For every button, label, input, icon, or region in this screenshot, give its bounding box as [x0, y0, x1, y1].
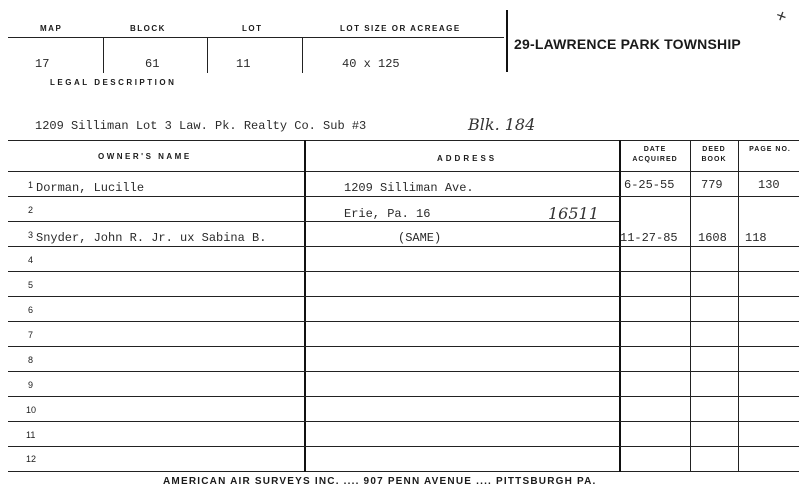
row-number: 10: [26, 405, 37, 415]
township-title: 29-LAWRENCE PARK TOWNSHIP: [514, 36, 741, 52]
owner-address-divider: [304, 140, 306, 472]
table-bottom-border: [8, 471, 799, 472]
row-number: 7: [28, 330, 34, 340]
row-line: [8, 421, 799, 422]
page-no-header: PAGE NO.: [749, 146, 791, 153]
township-divider: [506, 10, 508, 72]
header-bottom-border: [8, 171, 799, 172]
row-number: 4: [28, 255, 34, 265]
row-number: 6: [28, 305, 34, 315]
row-number: 8: [28, 355, 34, 365]
divider-lot-size: [302, 37, 303, 73]
row-number: 3: [28, 230, 34, 240]
page-no: 130: [758, 178, 780, 192]
address-date-divider: [619, 140, 621, 472]
legal-description-label: LEGAL DESCRIPTION: [50, 78, 177, 87]
row-line: [8, 271, 799, 272]
row-number: 12: [26, 454, 37, 464]
top-grid-line: [8, 37, 504, 38]
date-book-divider: [690, 140, 691, 472]
owner-name-header: OWNER'S NAME: [98, 152, 192, 161]
deed-book: 779: [701, 178, 723, 192]
lot-size-header: LOT SIZE OR ACREAGE: [340, 24, 461, 33]
corner-mark: +: [773, 4, 790, 28]
legal-handwritten-note: Blk. 184: [468, 115, 536, 134]
lot-value: 11: [236, 57, 251, 71]
row-line: [8, 296, 799, 297]
row-number: 1: [28, 180, 34, 190]
row-number: 9: [28, 380, 34, 390]
row-number: 2: [28, 205, 34, 215]
date-acquired: 6-25-55: [624, 178, 675, 192]
address-handwritten-zip: 16511: [548, 204, 599, 223]
address: (SAME): [398, 231, 442, 245]
row-line: [8, 346, 799, 347]
lot-header: LOT: [242, 24, 263, 33]
divider-block-lot: [207, 37, 208, 73]
deed-book-header: DEED BOOK: [701, 146, 727, 163]
block-header: BLOCK: [130, 24, 166, 33]
date-acquired: 11-27-85: [620, 231, 678, 245]
map-value: 17: [35, 57, 50, 71]
map-header: MAP: [40, 24, 63, 33]
row-line: [8, 196, 799, 197]
block-value: 61: [145, 57, 160, 71]
row-line: [8, 221, 619, 222]
owner-name: Snyder, John R. Jr. ux Sabina B.: [36, 231, 267, 245]
address-header: ADDRESS: [437, 154, 498, 163]
footer-imprint: AMERICAN AIR SURVEYS INC. .... 907 PENN AVENUE .... PITTSBURGH PA.: [163, 476, 597, 487]
row-line: [8, 446, 799, 447]
deed-book: 1608: [698, 231, 727, 245]
lot-size-value: 40 x 125: [342, 57, 400, 71]
row-number: 11: [26, 430, 36, 440]
legal-description: 1209 Silliman Lot 3 Law. Pk. Realty Co. Sub #3: [35, 119, 367, 133]
owner-name: Dorman, Lucille: [36, 181, 145, 195]
address: 1209 Silliman Ave.: [344, 181, 474, 195]
table-top-border: [8, 140, 799, 141]
date-acquired-header: DATE ACQUIRED: [632, 146, 678, 163]
row-line: [8, 246, 799, 247]
row-line: [8, 321, 799, 322]
row-line: [8, 371, 799, 372]
page-no: 118: [745, 231, 767, 245]
row-number: 5: [28, 280, 34, 290]
book-page-divider: [738, 140, 739, 472]
divider-map-block: [103, 37, 104, 73]
address: Erie, Pa. 16: [344, 207, 431, 221]
row-line: [8, 396, 799, 397]
